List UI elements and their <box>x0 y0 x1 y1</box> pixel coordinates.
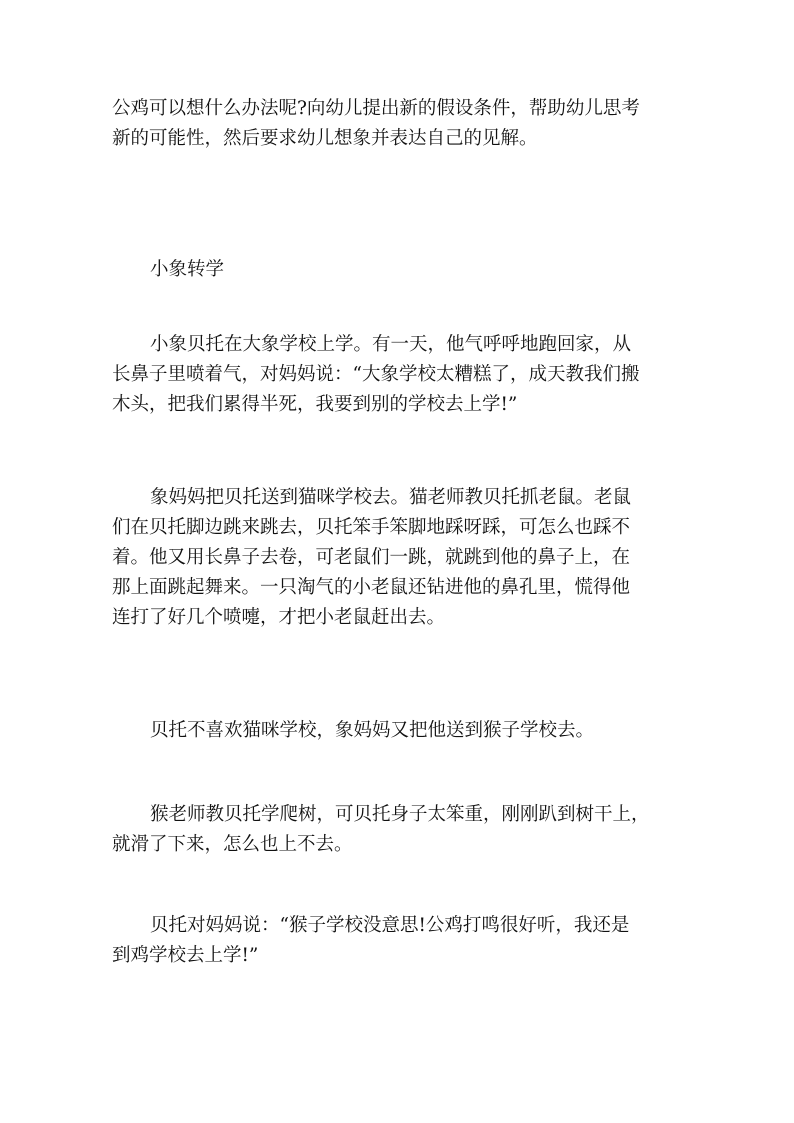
paragraph-line: 小象贝托在大象学校上学。有一天，他气呼呼地跑回家，从 <box>150 334 632 355</box>
paragraph-line: 猴老师教贝托学爬树，可贝托身子太笨重，刚刚趴到树干上， <box>150 804 650 825</box>
paragraph-line: 木头，把我们累得半死，我要到别的学校去上学!” <box>112 394 518 415</box>
paragraph-line: 象妈妈把贝托送到猫咪学校去。猫老师教贝托抓老鼠。老鼠 <box>150 487 632 508</box>
paragraph-line: 长鼻子里喷着气，对妈妈说：“大象学校太糟糕了，成天教我们搬 <box>112 364 640 385</box>
paragraph-line: 贝托对妈妈说：“猴子学校没意思!公鸡打鸣很好听，我还是 <box>150 915 630 936</box>
paragraph-line: 那上面跳起舞来。一只淘气的小老鼠还钻进他的鼻孔里，慌得他 <box>112 577 631 598</box>
paragraph-line: 贝托不喜欢猫咪学校，象妈妈又把他送到猴子学校去。 <box>150 720 595 741</box>
paragraph-line: 公鸡可以想什么办法呢?向幼儿提出新的假设条件，帮助幼儿思考 <box>112 98 640 119</box>
paragraph-line: 新的可能性，然后要求幼儿想象并表达自己的见解。 <box>112 128 538 149</box>
story-paragraph <box>112 716 684 746</box>
paragraph-line: 连打了好几个喷嚏，才把小老鼠赶出去。 <box>112 607 446 628</box>
story-paragraph <box>112 330 684 420</box>
story-title: 小象转学 <box>150 259 225 280</box>
paragraph-line: 就滑了下来，怎么也上不去。 <box>112 834 353 855</box>
paragraph-line: 着。他又用长鼻子去卷，可老鼠们一跳，就跳到他的鼻子上，在 <box>112 547 631 568</box>
story-paragraph <box>112 911 684 971</box>
paragraph-line: 们在贝托脚边跳来跳去，贝托笨手笨脚地踩呀踩，可怎么也踩不 <box>112 517 631 538</box>
intro-paragraph <box>112 94 684 154</box>
story-paragraph <box>112 483 684 633</box>
story-paragraph <box>112 800 684 860</box>
paragraph-line: 到鸡学校去上学!” <box>112 945 259 966</box>
